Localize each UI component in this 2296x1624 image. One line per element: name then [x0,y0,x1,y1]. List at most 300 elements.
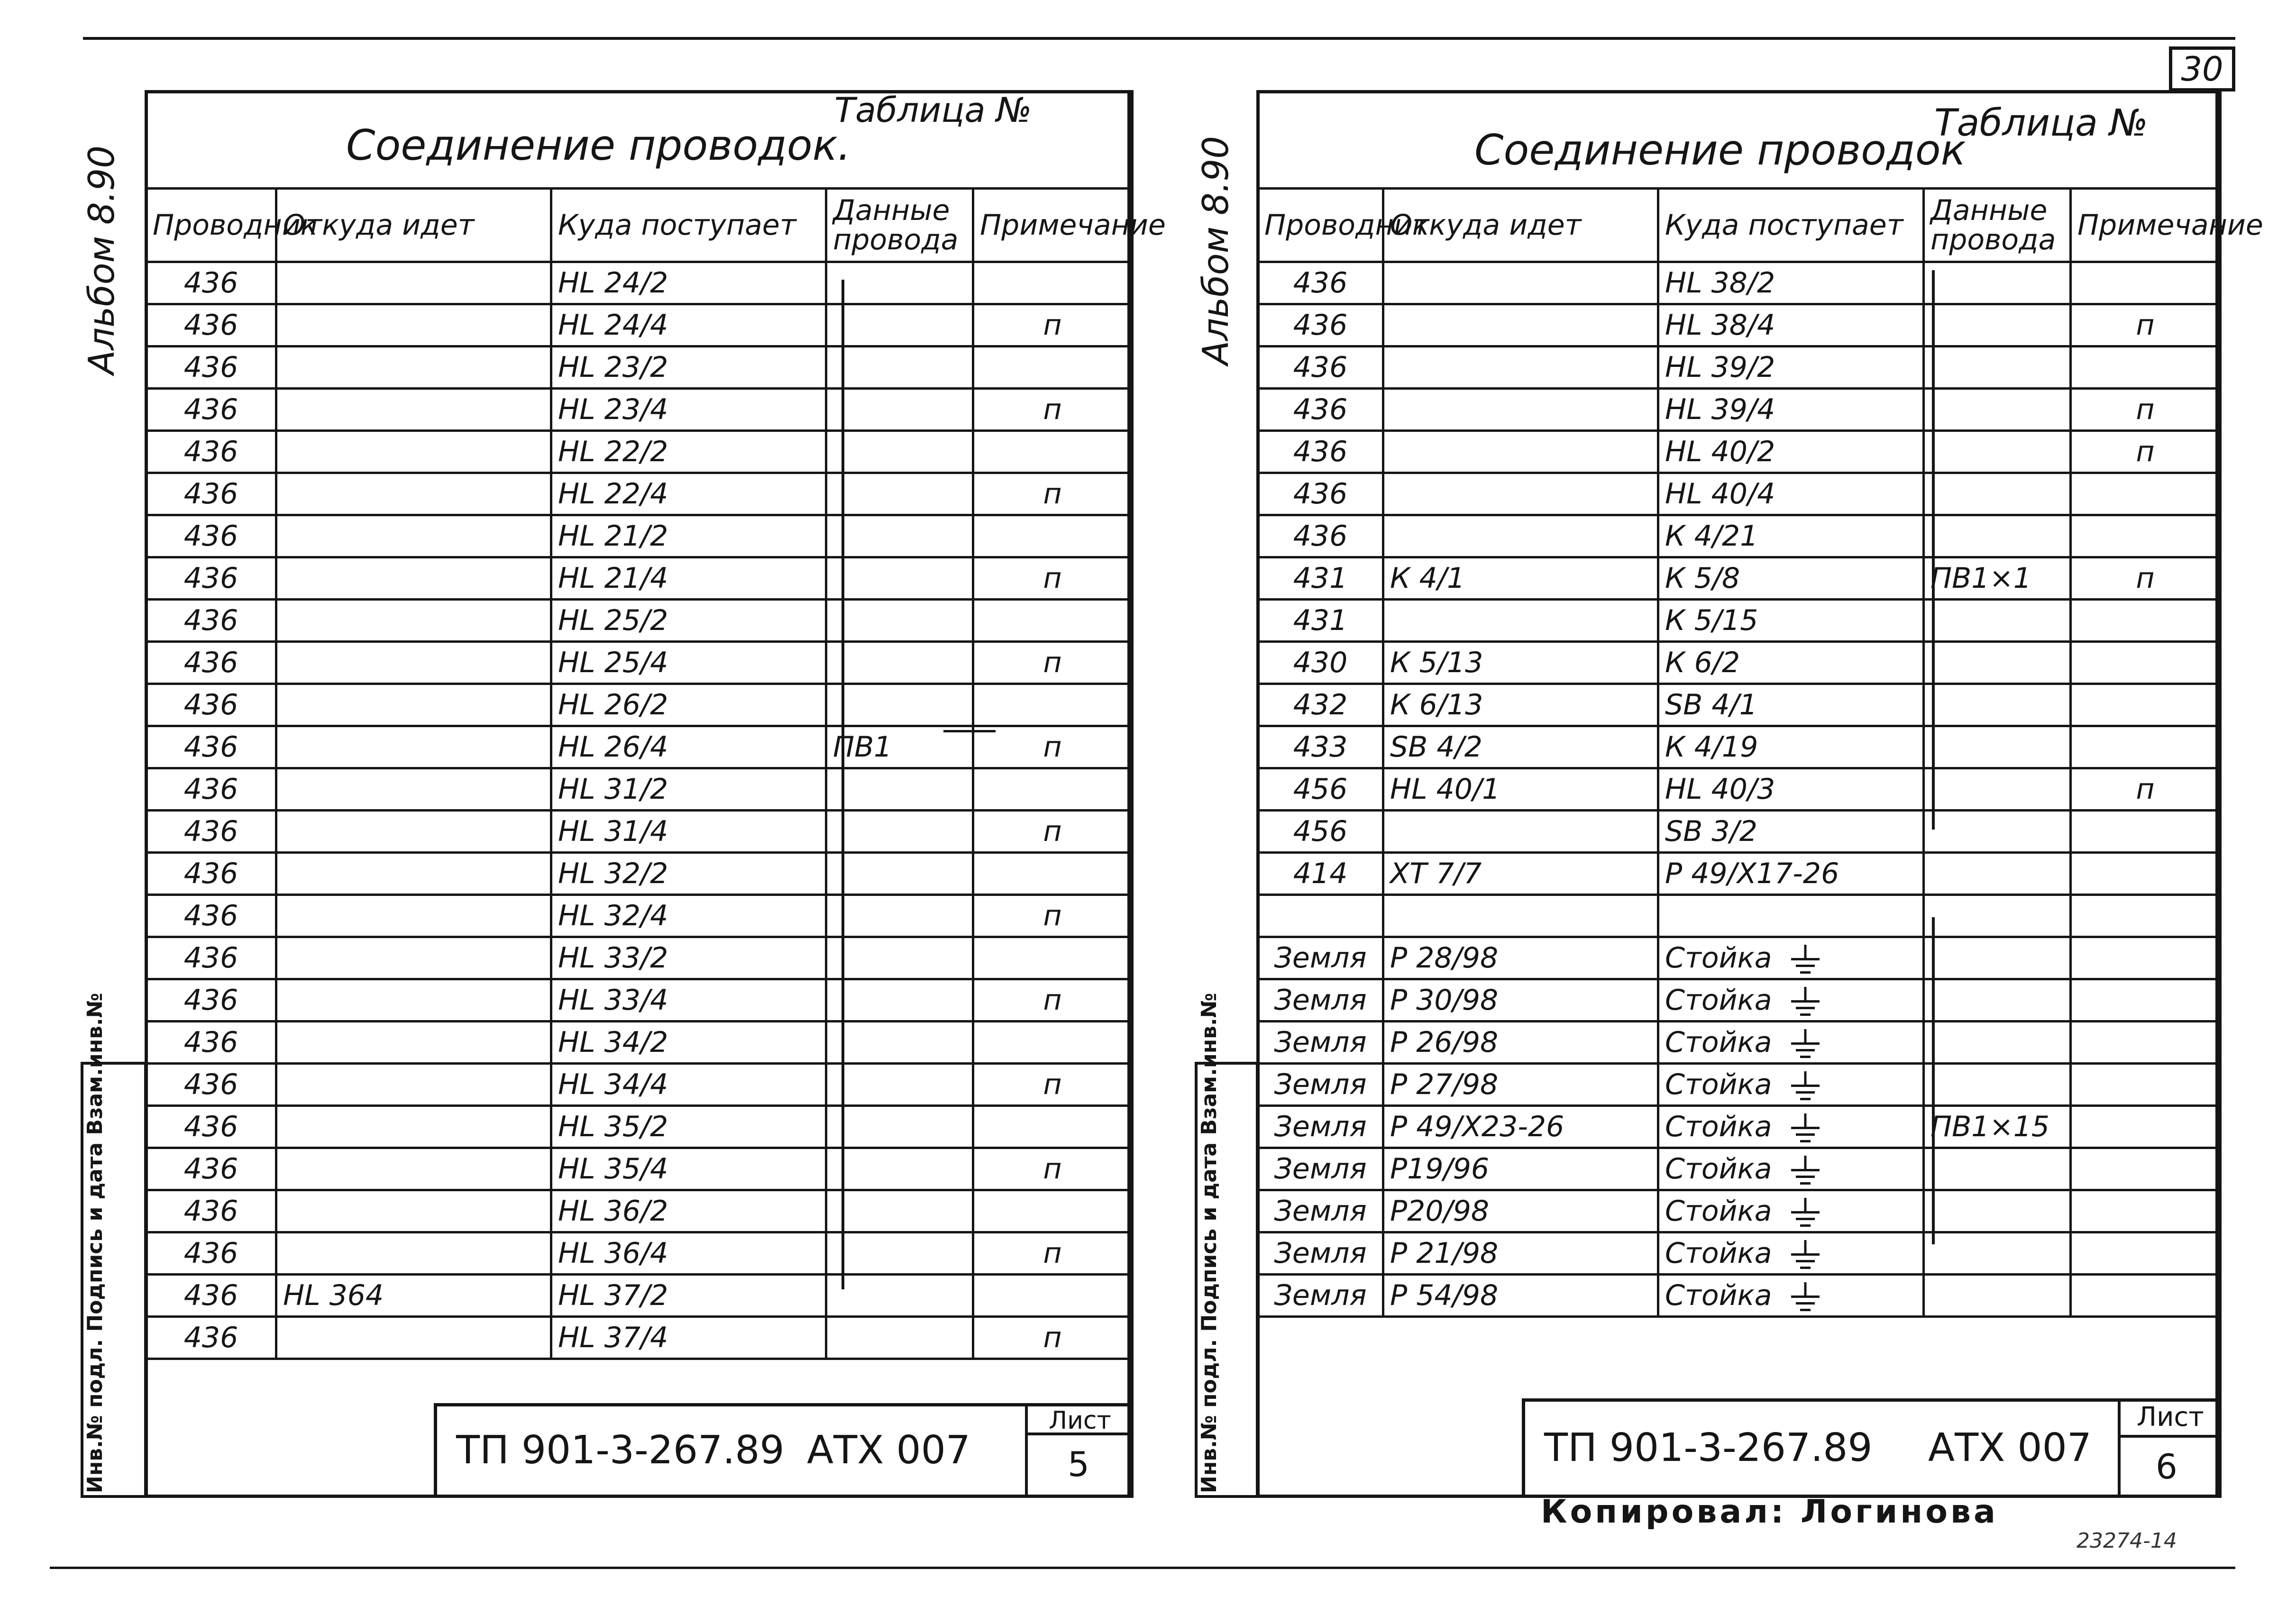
left-cell-text: HL 24/2 [558,266,668,300]
left-table-cell [276,642,551,684]
left-table-row [146,473,1132,515]
right-table-cell [2071,304,2220,347]
left-table-cell [973,768,1132,811]
right-table-cell [1383,515,1658,557]
left-cell-text: 436 [183,1279,238,1312]
right-table-cell [1924,557,2071,600]
right-cell-text: Земля [1274,941,1367,975]
left-table-cell [826,1064,973,1106]
right-cell-text: К 4/19 [1665,730,1758,764]
left-table-row [146,347,1132,389]
right-title-block [1522,1398,2219,1498]
left-cell-text: п [1043,730,1062,764]
left-table-cell [551,600,826,642]
right-cell-text: Р 54/98 [1390,1279,1499,1312]
right-cell-text: HL 38/4 [1665,309,1775,342]
left-table-cell [826,473,973,515]
left-table-cell [146,389,276,431]
left-cell-text: 436 [183,1110,238,1143]
left-table-cell [826,262,973,304]
right-header-cell: Откуда идет [1383,189,1658,262]
left-table-cell [973,557,1132,600]
left-table-row [146,895,1132,937]
right-cell-text: ПВ1×15 [1930,1110,2050,1143]
left-table-cell [146,1064,276,1106]
left-table-cell [276,431,551,473]
right-table-cell [1383,726,1658,768]
right-table-row [1258,347,2220,389]
ground-symbol-icon [1791,1282,1820,1312]
left-table-cell [146,1106,276,1148]
right-cell-text: 456 [1293,815,1348,848]
left-table-cell [551,473,826,515]
left-table-cell [276,979,551,1022]
right-cell-text: п [2136,562,2155,595]
right-cell-text: Р 49/Х23-26 [1390,1110,1564,1143]
right-table-row [1258,473,2220,515]
right-cell-text: HL 40/2 [1665,435,1775,468]
left-brace-leader [943,730,996,732]
left-table-cell [826,347,973,389]
left-table-cell [826,937,973,979]
right-table-cell [1258,304,1383,347]
right-table-row [1258,1022,2220,1064]
left-table-cell [826,684,973,726]
left-table-cell [276,937,551,979]
left-cell-text: 436 [183,520,238,553]
left-table-row [146,1064,1132,1106]
right-table-cell [2071,515,2220,557]
right-table-cell [1258,600,1383,642]
right-cell-text: 436 [1293,266,1348,300]
right-table-cell [2071,937,2220,979]
right-table-row [1258,304,2220,347]
right-table-cell [1924,1275,2071,1317]
left-table-cell [276,1106,551,1148]
right-cell-text: К 6/2 [1665,646,1740,679]
left-table-cell [551,1148,826,1190]
left-table-cell [276,515,551,557]
right-table-row [1258,431,2220,473]
right-cell-text: SB 3/2 [1665,815,1757,848]
right-cell-text: 456 [1293,773,1348,806]
page-number-box [2169,46,2235,91]
right-stamp-sheet-divider [2118,1435,2220,1438]
left-table-cell [826,1148,973,1190]
left-table-cell [973,1232,1132,1275]
right-cell-text: SB 4/2 [1390,730,1482,764]
right-title: Соединение проводок [1474,126,1966,174]
left-table-cell [551,1275,826,1317]
left-cell-text: 436 [183,857,238,890]
right-table-cell [1383,557,1658,600]
left-cell-text: HL 37/2 [558,1279,668,1312]
right-table-cell [2071,347,2220,389]
left-table-cell [146,811,276,853]
right-table-cell [2071,1275,2220,1317]
left-table-cell [973,1190,1132,1232]
left-cell-text: HL 21/2 [558,520,668,553]
right-table-cell [1258,262,1383,304]
left-table-cell [551,1022,826,1064]
right-table-cell [1383,811,1658,853]
left-table-cell [826,1106,973,1148]
left-cell-text: HL 32/4 [558,899,668,932]
right-cell-text: Р20/98 [1390,1195,1490,1228]
right-table-cell [1383,1064,1658,1106]
left-cell-text: 436 [183,435,238,468]
ground-symbol-icon [1791,945,1820,974]
right-cell-text: HL 40/4 [1665,477,1775,511]
right-stamp-sheet-label: Лист [2137,1402,2204,1432]
left-cell-text: 436 [183,941,238,975]
left-cell-text: 436 [183,1321,238,1354]
right-table-cell [1658,600,1924,642]
left-table-cell [276,1317,551,1359]
left-cell-text: п [1043,393,1062,426]
left-table-row [146,979,1132,1022]
left-table-cell [551,895,826,937]
right-table-cell [1258,473,1383,515]
right-table-row [1258,768,2220,811]
right-table-cell [1658,431,1924,473]
right-table-cell [1658,557,1924,600]
right-table-cell [1383,853,1658,895]
right-table-cell [1658,1064,1924,1106]
left-table-cell [551,557,826,600]
left-header-cell: Откуда идет [276,189,551,262]
left-table-cell [973,431,1132,473]
right-table-row [1258,1106,2220,1148]
right-table-cell [1924,431,2071,473]
left-table-row [146,853,1132,895]
right-cell-text: HL 40/3 [1665,773,1775,806]
left-table-cell [276,347,551,389]
right-cell-text: 436 [1293,435,1348,468]
left-table-row [146,304,1132,347]
left-table-cell [146,347,276,389]
right-cell-text: Стойка [1665,1152,1772,1186]
right-table-cell [1258,1232,1383,1275]
left-table-cell [973,895,1132,937]
right-table-cell [1383,1232,1658,1275]
right-table-cell [1658,768,1924,811]
right-table-cell [1258,937,1383,979]
right-table-cell [2071,1148,2220,1190]
right-cell-text: К 5/13 [1390,646,1483,679]
right-table-cell [1924,473,2071,515]
left-wire-brace [842,280,844,1289]
left-cell-text: HL 22/4 [558,477,668,511]
right-table-cell [1924,979,2071,1022]
right-table-cell [2071,1190,2220,1232]
bottom-rule [50,1567,2235,1569]
right-table-row [1258,1064,2220,1106]
right-table-cell [1924,726,2071,768]
right-table-cell [1383,431,1658,473]
right-table-row [1258,1275,2220,1317]
left-table-row [146,515,1132,557]
left-table-cell [276,262,551,304]
right-table-cell [2071,1232,2220,1275]
right-cell-text: SB 4/1 [1665,688,1757,721]
right-cell-text: 432 [1293,688,1348,721]
left-table-cell [276,895,551,937]
left-table-cell [551,347,826,389]
right-table-row [1258,726,2220,768]
left-table-cell [276,1064,551,1106]
right-cell-text: 433 [1293,730,1348,764]
right-album-label: Альбом 8.90 [1195,136,1236,365]
left-table-cell [973,1022,1132,1064]
left-cell-text: 436 [183,604,238,637]
left-table-cell [276,1275,551,1317]
left-table-row [146,1232,1132,1275]
left-cell-text: 436 [183,1195,238,1228]
right-table-cell [2071,600,2220,642]
left-cell-text: 436 [183,984,238,1017]
left-cell-text: HL 26/4 [558,730,668,764]
right-table-cell [1258,684,1383,726]
right-table-cell [1924,1064,2071,1106]
left-table-cell [146,979,276,1022]
right-cell-text: 436 [1293,520,1348,553]
left-table-cell [826,1317,973,1359]
left-table-cell [146,473,276,515]
right-table-cell [1383,1190,1658,1232]
left-cell-text: HL 35/4 [558,1152,668,1186]
right-cell-text: Р 28/98 [1390,941,1499,975]
left-table-cell [146,768,276,811]
right-table-cell [1383,895,1658,937]
left-title-block [434,1403,1131,1498]
right-cell-text: 431 [1293,562,1348,595]
right-table-cell [2071,262,2220,304]
right-cell-text: п [2136,393,2155,426]
left-table-cell [973,515,1132,557]
left-table-cell [146,557,276,600]
right-table-cell [1924,1148,2071,1190]
left-cell-text: 436 [183,688,238,721]
left-table-cell [826,304,973,347]
left-table-cell [973,684,1132,726]
left-table-cell [146,262,276,304]
left-cell-text: 436 [183,266,238,300]
left-table-cell [551,811,826,853]
right-table-cell [1258,1275,1383,1317]
left-table-cell [551,262,826,304]
left-table-cell [276,600,551,642]
right-table-cell [1383,768,1658,811]
right-cell-text: Земля [1274,1152,1367,1186]
left-table-cell [973,600,1132,642]
right-table-cell [1258,768,1383,811]
right-connection-table [1256,187,2263,1318]
left-table-cell [551,726,826,768]
left-table-cell [551,937,826,979]
right-table-cell [1258,1148,1383,1190]
left-cell-text: 436 [183,1068,238,1101]
right-table-row [1258,811,2220,853]
right-table-cell [1258,1022,1383,1064]
left-table-row [146,937,1132,979]
left-table-cell [826,600,973,642]
left-cell-text: HL 21/4 [558,562,668,595]
right-table-cell [1658,895,1924,937]
right-cell-text: Р 27/98 [1390,1068,1499,1101]
left-table-cell [826,431,973,473]
left-table-cell [276,1190,551,1232]
left-cell-text: п [1043,1152,1062,1186]
ground-symbol-icon [1791,1071,1820,1101]
right-table-cell [1258,557,1383,600]
right-table-row [1258,1190,2220,1232]
left-cell-text: 436 [183,1026,238,1059]
left-table-row [146,1148,1132,1190]
left-table-row [146,1022,1132,1064]
ground-symbol-icon [1791,1198,1820,1227]
right-table-label: Таблица № [1934,102,2148,145]
right-table-cell [1258,1190,1383,1232]
right-cell-text: Земля [1274,1110,1367,1143]
left-title: Соединение проводок. [346,121,851,170]
left-cell-text: HL 23/2 [558,351,668,384]
right-cell-text: Земля [1274,984,1367,1017]
right-table-cell [1383,347,1658,389]
right-table-cell [1924,600,2071,642]
left-table-cell [551,304,826,347]
left-table-row [146,811,1132,853]
left-table-cell [146,853,276,895]
left-table-cell [826,853,973,895]
right-table-cell [1258,811,1383,853]
right-cell-text: Р 30/98 [1390,984,1499,1017]
right-table-cell [2071,853,2220,895]
right-table-cell [1924,642,2071,684]
right-wire-brace-1 [1932,270,1935,830]
right-table-cell [1924,811,2071,853]
right-table-row [1258,642,2220,684]
left-table-cell [551,1232,826,1275]
left-cell-text: HL 36/2 [558,1195,668,1228]
right-table-cell [1258,347,1383,389]
right-table-row [1258,853,2220,895]
left-cell-text: п [1043,562,1062,595]
left-table-cell [276,853,551,895]
left-table-cell [276,1022,551,1064]
left-table-cell [826,895,973,937]
left-table-cell [276,473,551,515]
right-table-cell [1658,262,1924,304]
left-table-cell [146,1232,276,1275]
right-table-cell [1258,979,1383,1022]
right-table-cell [1658,1190,1924,1232]
left-table-cell [276,1232,551,1275]
left-table-cell [551,768,826,811]
right-table-cell [1924,895,2071,937]
left-cell-text: HL 33/4 [558,984,668,1017]
right-stamp-divider [2118,1402,2121,1496]
left-cell-text: п [1043,899,1062,932]
right-table-cell [1383,600,1658,642]
right-table-cell [1924,1232,2071,1275]
right-table-cell [1658,515,1924,557]
right-table-cell [1658,853,1924,895]
right-header-cell: Данные провода [1924,189,2071,262]
left-table-cell [146,684,276,726]
right-cell-text: Р19/96 [1390,1152,1490,1186]
ground-symbol-icon [1791,1029,1820,1058]
right-table-cell [1383,1148,1658,1190]
left-table-cell [826,811,973,853]
right-table-cell [1383,979,1658,1022]
right-table-cell [2071,389,2220,431]
right-cell-text: HL 38/2 [1665,266,1775,300]
left-cell-text: п [1043,1068,1062,1101]
right-table-cell [1924,1022,2071,1064]
right-side-stamp-text: Инв.№ подл. Подпись и дата Взам.инв.№ [1197,993,1221,1493]
right-table-cell [2071,473,2220,515]
left-table-cell [276,726,551,768]
right-table-cell [1658,1106,1924,1148]
left-table-cell [973,1317,1132,1359]
left-table-row [146,642,1132,684]
left-table-cell [973,389,1132,431]
right-cell-text: К 5/15 [1665,604,1758,637]
left-table-row [146,600,1132,642]
right-stamp-code: ТП 901-3-267.89 [1544,1425,1873,1470]
right-cell-text: К 6/13 [1390,688,1483,721]
right-table-cell [1924,1106,2071,1148]
left-table-row [146,389,1132,431]
right-table-row [1258,895,2220,937]
left-table-row [146,684,1132,726]
left-table-cell [973,1275,1132,1317]
left-cell-text: HL 25/4 [558,646,668,679]
right-table-cell [1658,473,1924,515]
left-table-cell [146,642,276,684]
right-table-cell [1924,1190,2071,1232]
right-cell-text: К 4/1 [1390,562,1465,595]
right-table-cell [1658,1275,1924,1317]
left-table-cell [973,304,1132,347]
left-table-cell [276,684,551,726]
left-header-cell: Примечание [973,189,1132,262]
right-table-cell [1383,642,1658,684]
right-table-row [1258,684,2220,726]
left-table-cell [973,1148,1132,1190]
left-stamp-divider [1025,1406,1028,1496]
right-table-cell [1383,684,1658,726]
left-cell-text: HL 36/4 [558,1237,668,1270]
left-table-cell [826,768,973,811]
right-table-cell [1658,304,1924,347]
left-table-cell [551,1317,826,1359]
right-table-cell [1383,1022,1658,1064]
right-table-cell [1658,642,1924,684]
right-table-cell [1658,347,1924,389]
left-table-row [146,1317,1132,1359]
left-cell-text: HL 364 [283,1279,384,1312]
right-table-cell [1658,726,1924,768]
right-cell-text: Стойка [1665,1026,1772,1059]
right-cell-text: Земля [1274,1068,1367,1101]
left-cell-text: 436 [183,1152,238,1186]
right-table-row [1258,979,2220,1022]
left-table-cell [551,642,826,684]
right-table-cell [1258,726,1383,768]
right-stamp-sheet-num: 6 [2156,1447,2177,1487]
